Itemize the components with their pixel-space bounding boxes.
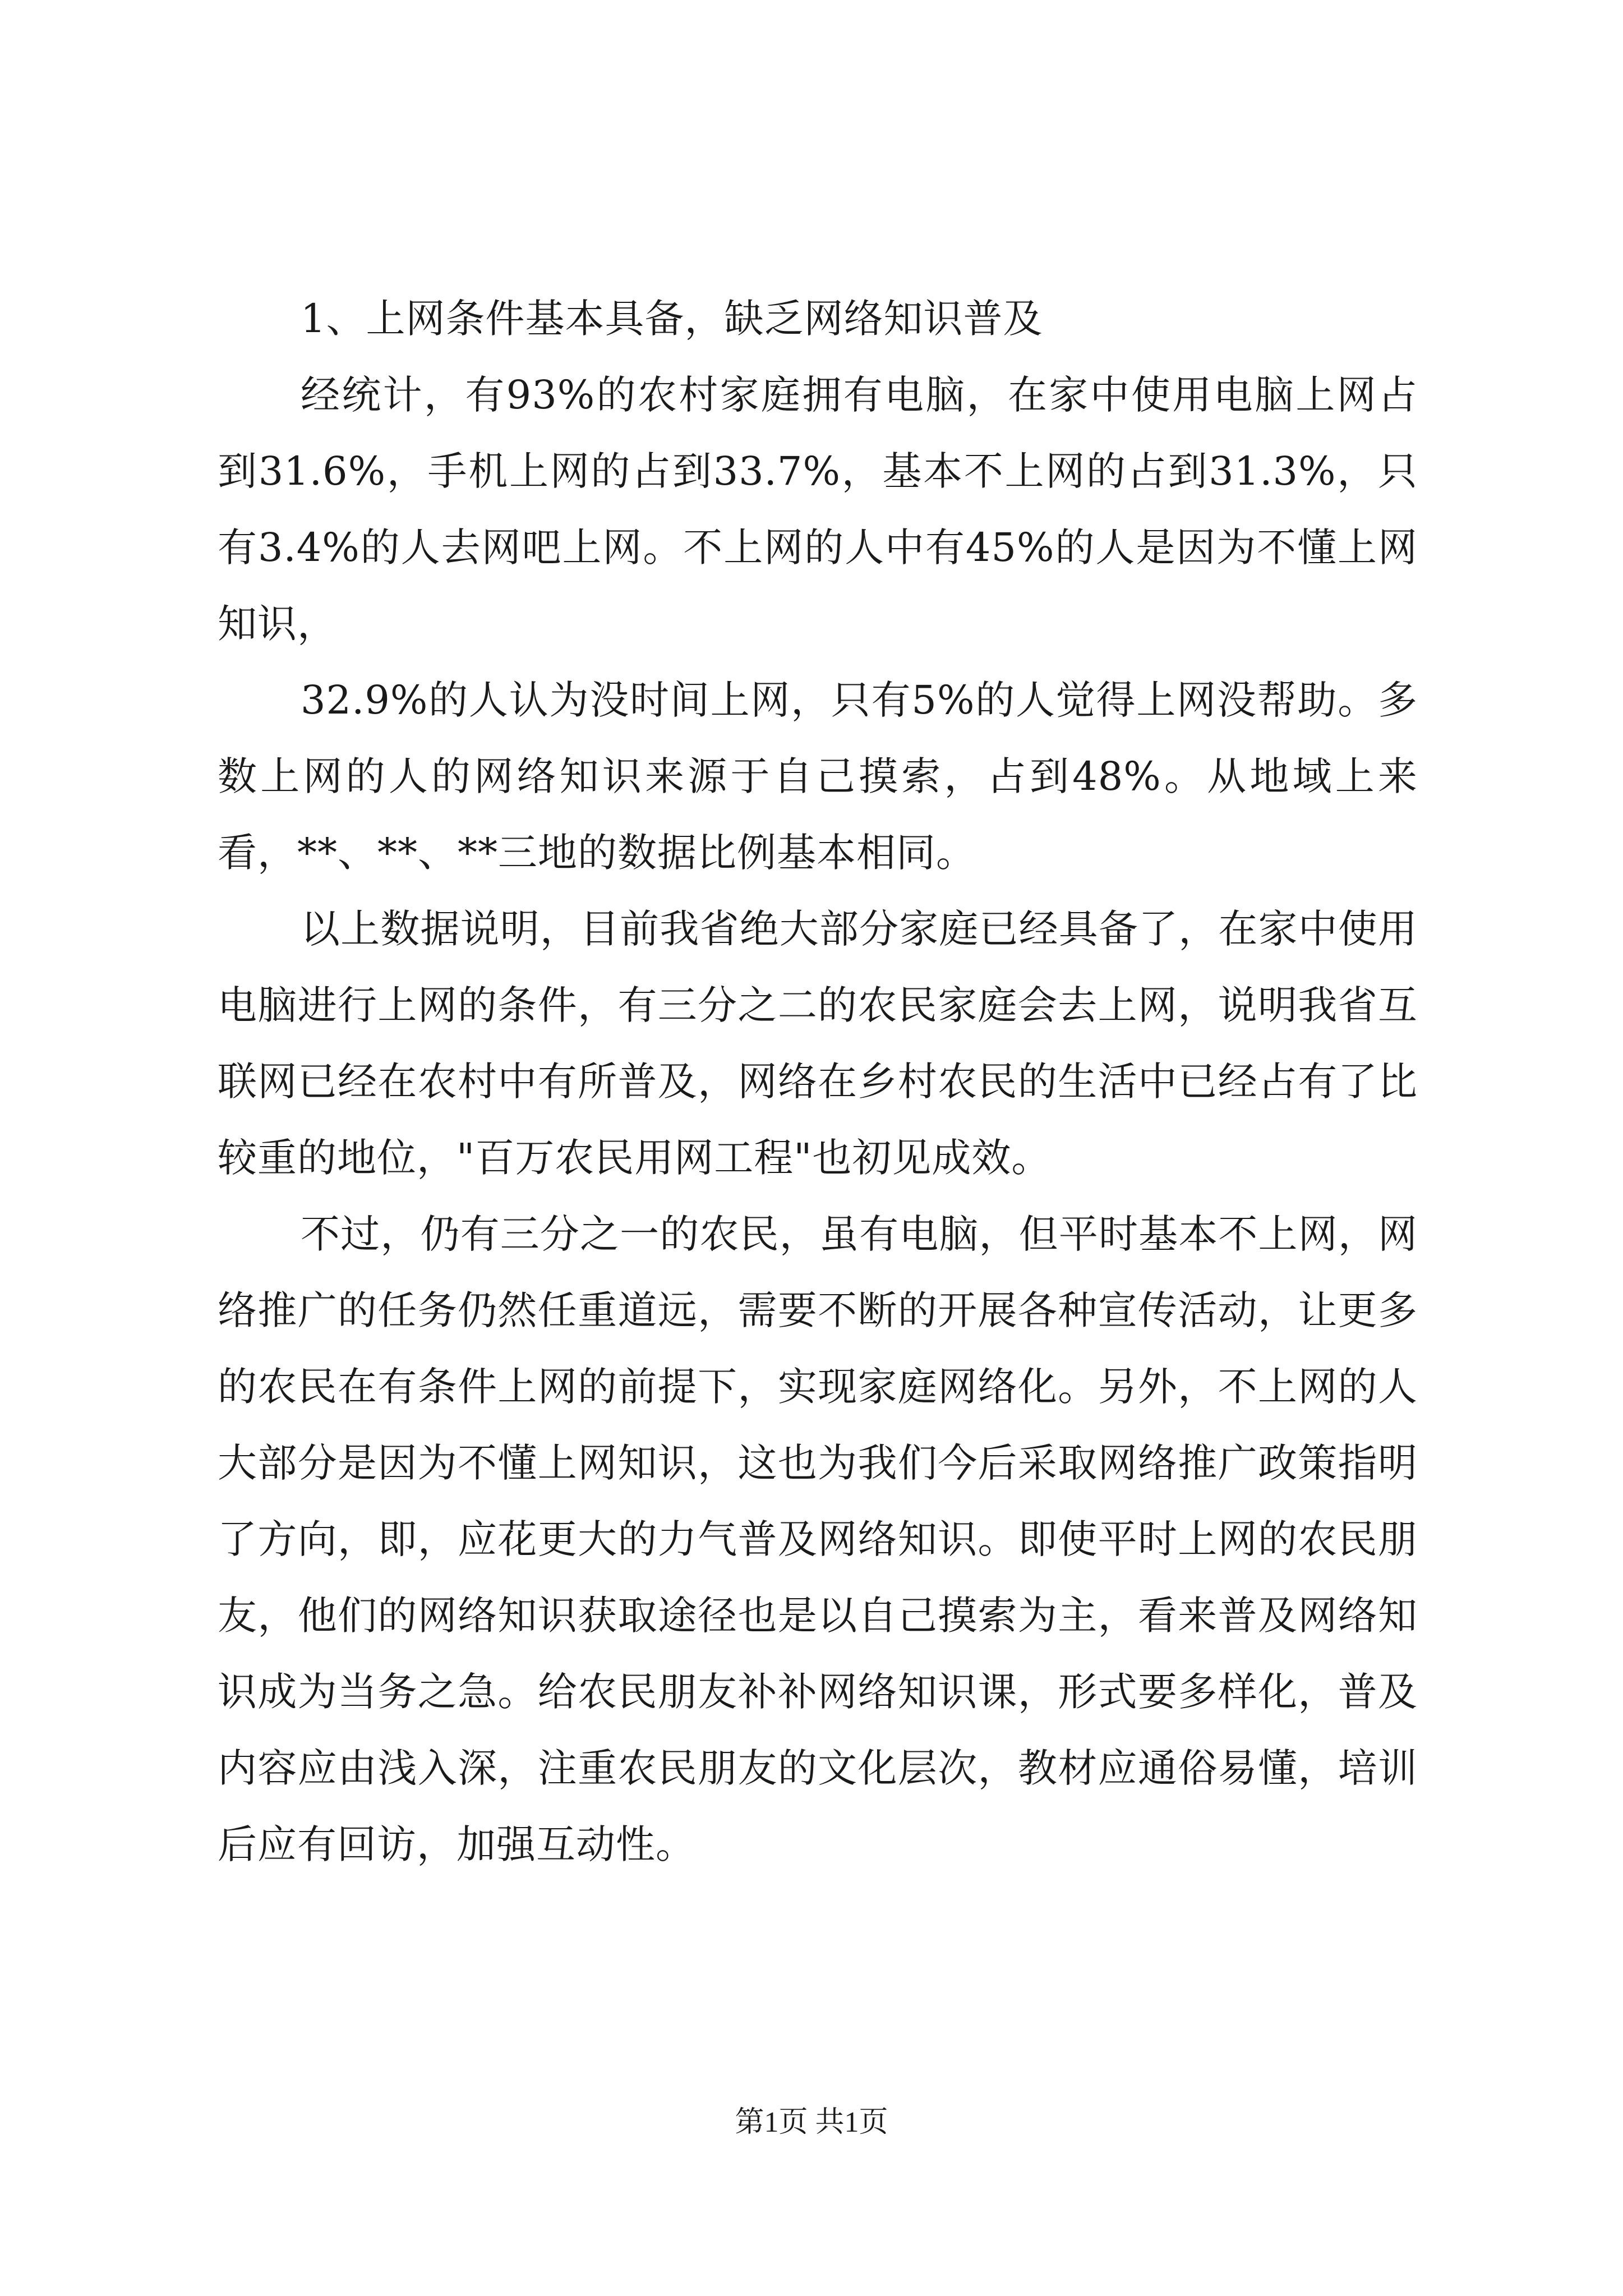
paragraph-recommendation: 不过，仍有三分之一的农民，虽有电脑，但平时基本不上网，网络推广的任务仍然任重道远，需要不断的开展各种宣传活动，让更多的农民在有条件上网的前提下，实现家庭网络化。另外，不上网的人大部分是因为不懂上网知识，这也为我们今后采取网络推广政策指明了方向，即，应花更大的力气普及网络知识。即使平时上网的农民朋友，他们的网络知识获取途径也是以自己摸索为主，看来普及网络知识成为当务之急。给农民朋友补补网络知识课，形式要多样化，普及内容应由浅入深，注重农民朋友的文化层次，教材应通俗易懂，培训后应有回访，加强互动性。 (218, 1211, 1418, 1867)
paragraph-analysis: 以上数据说明，目前我省绝大部分家庭已经具备了，在家中使用电脑进行上网的条件，有三分之二的农民家庭会去上网，说明我省互联网已经在农村中有所普及，网络在乡村农民的生活中已经占有了比较重的地位，"百万农民用网工程"也初见成效。 (218, 906, 1418, 1181)
section-heading: 1、上网条件基本具备，缺乏网络知识普及 (301, 296, 1043, 342)
paragraph-statistics: 经统计，有93%的农村家庭拥有电脑，在家中使用电脑上网占到31.6%，手机上网的占到33.7%，基本不上网的占到31.3%，只有3.4%的人去网吧上网。不上网的人中有45%的人是因为不懂上网知识， (218, 372, 1418, 647)
document-body (218, 280, 1418, 1883)
page-number-footer: 第1页 共1页 (735, 2106, 888, 2138)
paragraph-statistics-continued: 32.9%的人认为没时间上网，只有5%的人觉得上网没帮助。多数上网的人的网络知识来源于自己摸索，占到48%。从地域上来看，**、**、**三地的数据比例基本相同。 (218, 677, 1418, 876)
